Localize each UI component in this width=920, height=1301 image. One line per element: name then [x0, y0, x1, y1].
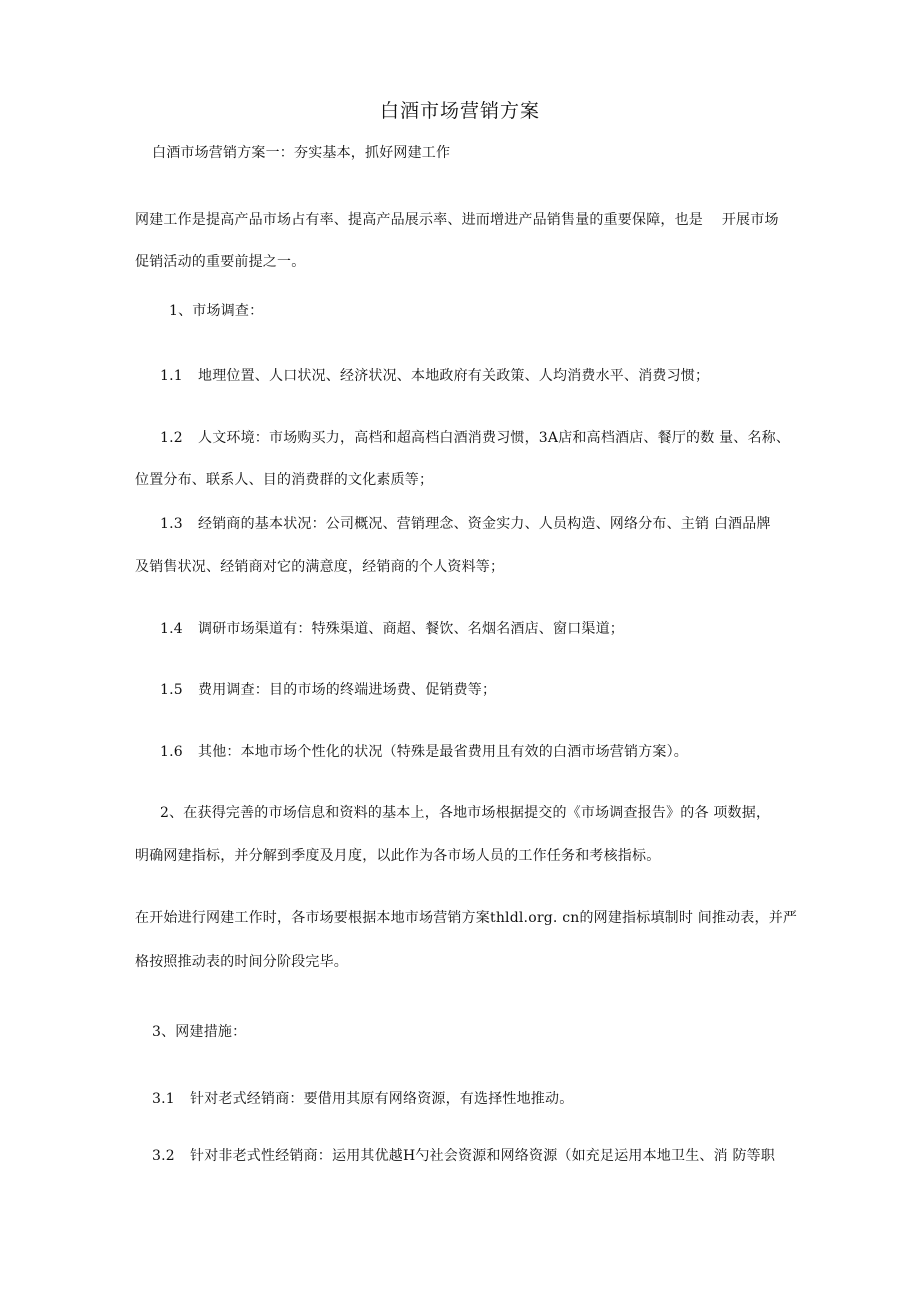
list-item-text: 经销商的基本状况：公司概况、营销理念、资金实力、人员构造、网络分布、主销 白酒品牌 — [198, 516, 771, 532]
list-item — [160, 743, 688, 761]
list-item-text: 调研市场渠道有：特殊渠道、商超、餐饮、名烟名酒店、窗口渠道； — [198, 621, 624, 637]
section-1-heading: 1、市场调查： — [169, 303, 264, 319]
list-item — [160, 620, 624, 638]
paragraph-3-line-1: 在开始进行网建工作时，各市场要根据本地市场营销方案thldl.org. cn的网建指标填制时 间推动表，并严 — [135, 910, 798, 926]
list-item-continuation: 位置分布、联系人、目的消费群的文化素质等； — [135, 472, 434, 488]
list-item — [160, 429, 790, 447]
list-item-number: 1.6 — [160, 744, 183, 760]
list-item-number: 1.2 — [160, 430, 183, 446]
list-item-number: 1.5 — [160, 682, 183, 698]
document-title: 白酒市场营销方案 — [379, 100, 540, 122]
document-subtitle: 白酒市场营销方案一：夯实基本，抓好网建工作 — [152, 145, 451, 161]
section-2-line-1: 2、在获得完善的市场信息和资料的基本上，各地市场根据提交的《市场调查报告》的各 项数据， — [160, 805, 771, 821]
paragraph-3-line-2: 格按照推动表的时间分阶段完毕。 — [135, 954, 348, 970]
list-item-number: 1.1 — [160, 368, 183, 384]
list-item — [160, 681, 496, 699]
list-item — [152, 1090, 573, 1108]
list-item — [152, 1147, 775, 1165]
list-item-number: 1.3 — [160, 516, 183, 532]
list-item-text: 地理位置、人口状况、经济状况、本地政府有关政策、人均消费水平、消费习惯； — [198, 368, 710, 384]
list-item-text: 其他：本地市场个性化的状况（特殊是最省费用且有效的白酒市场营销方案）。 — [198, 744, 688, 760]
list-item-number: 3.1 — [152, 1091, 175, 1107]
intro-line-2: 促销活动的重要前提之一。 — [135, 254, 306, 270]
list-item — [160, 367, 709, 385]
list-item-text: 针对非老式性经销商：运用其优越H勺社会资源和网络资源（如充足运用本地卫生、消 防等职 — [190, 1148, 776, 1164]
list-item-text: 针对老式经销商：要借用其原有网络资源，有选择性地推动。 — [190, 1091, 574, 1107]
list-item — [160, 515, 771, 533]
list-item-continuation: 及销售状况、经销商对它的满意度，经销商的个人资料等； — [135, 559, 505, 575]
section-2-line-2: 明确网建指标，并分解到季度及月度，以此作为各市场人员的工作任务和考核指标。 — [135, 848, 661, 864]
list-item-number: 1.4 — [160, 621, 183, 637]
list-item-text: 人文环境：市场购买力，高档和超高档白酒消费习惯，3A店和高档酒店、餐厅的数 量、名称、 — [198, 430, 791, 446]
list-item-text: 费用调查：目的市场的终端进场费、促销费等； — [198, 682, 497, 698]
list-item-number: 3.2 — [152, 1148, 175, 1164]
section-3-heading: 3、网建措施： — [152, 1024, 247, 1040]
intro-line-1: 网建工作是提高产品市场占有率、提高产品展示率、进而增进产品销售量的重要保障，也是 开展市场 — [135, 212, 779, 228]
